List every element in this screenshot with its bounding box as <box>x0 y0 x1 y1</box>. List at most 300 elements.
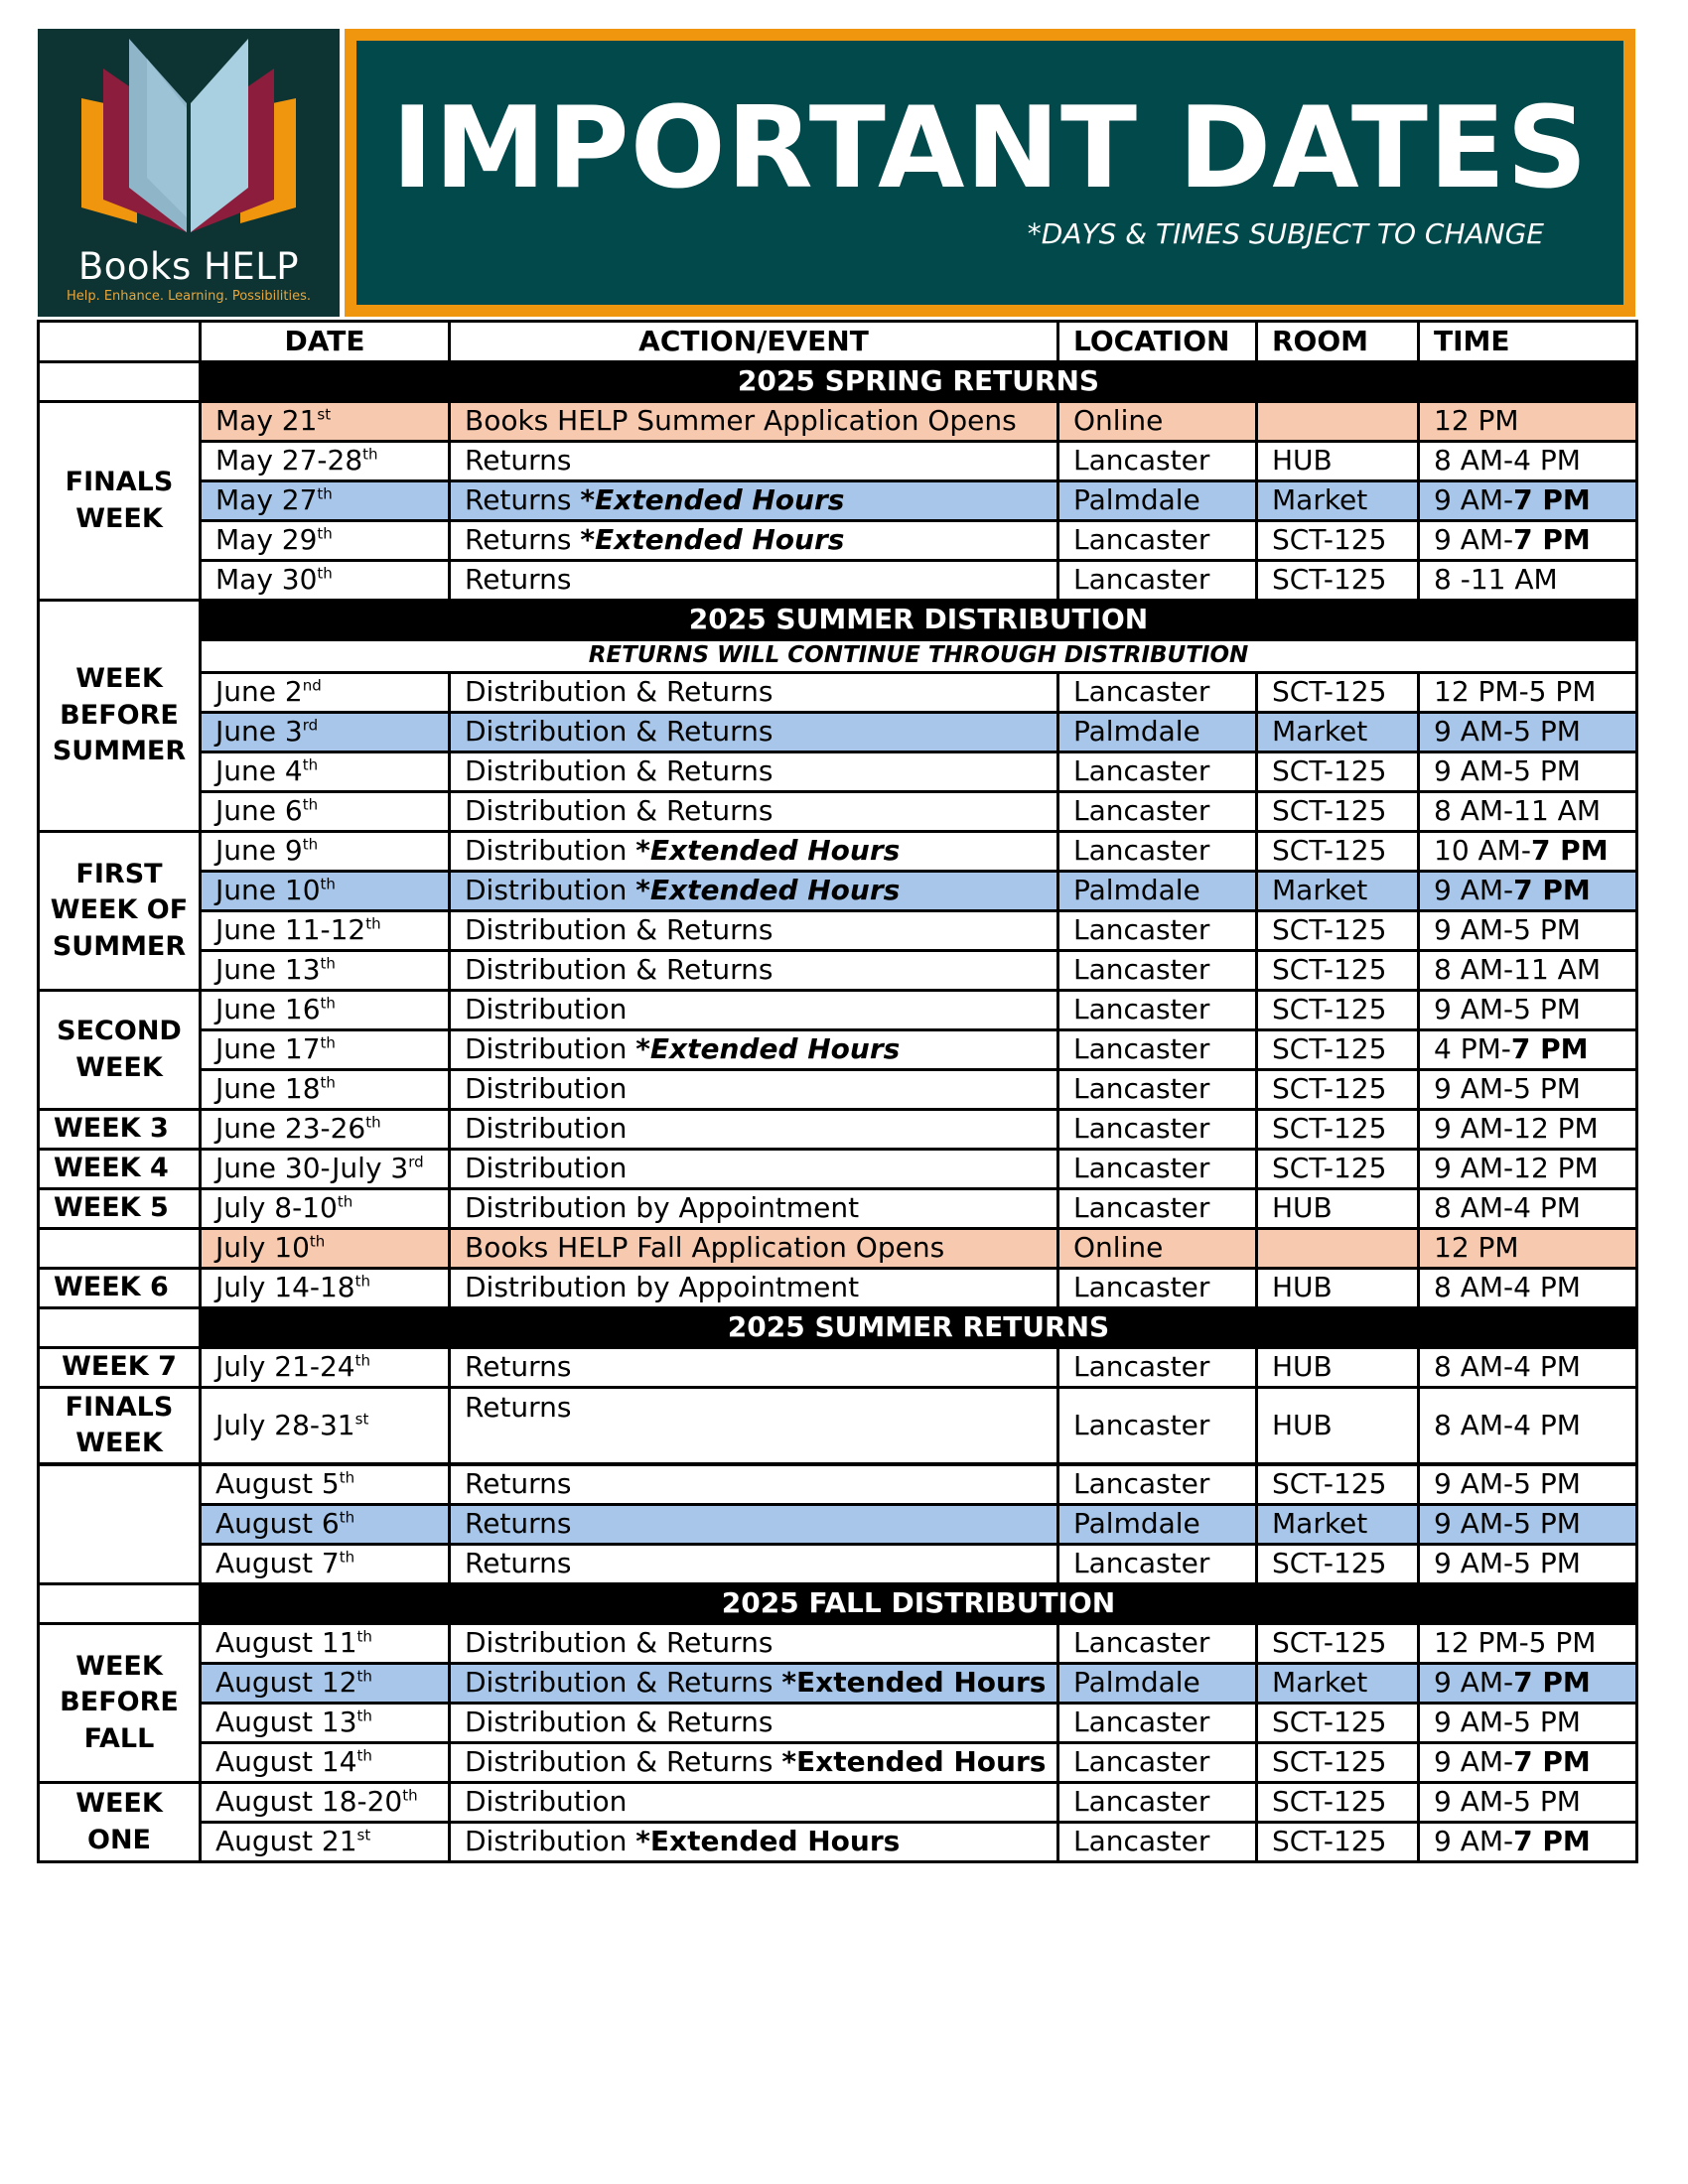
action-text: Distribution <box>465 1072 628 1106</box>
action-text: Distribution & Returns <box>465 675 774 709</box>
action-text: Distribution by Appointment <box>465 1191 860 1225</box>
location-cell: Lancaster <box>1058 1189 1257 1229</box>
date-suffix: th <box>362 445 378 464</box>
action-cell <box>450 1664 1058 1704</box>
room-cell: SCT-125 <box>1257 1150 1419 1189</box>
time-text: 9 AM-12 PM <box>1434 1112 1599 1146</box>
date-cell <box>201 1464 450 1505</box>
date-text: August 14 <box>215 1745 357 1779</box>
action-text: Distribution <box>465 1112 628 1146</box>
location-cell: Palmdale <box>1058 1664 1257 1704</box>
date-text: May 21 <box>215 404 318 438</box>
section-row <box>39 1308 1637 1348</box>
date-suffix: th <box>317 524 333 543</box>
extended-hours-note: *Extended Hours <box>781 1666 1047 1700</box>
section-summer-returns: 2025 SUMMER RETURNS <box>201 1308 1637 1348</box>
table-row <box>39 1545 1637 1584</box>
date-cell <box>201 832 450 872</box>
location-cell: Lancaster <box>1058 1823 1257 1862</box>
schedule-table <box>37 320 1638 1863</box>
action-text: Distribution <box>465 874 636 907</box>
date-cell <box>201 991 450 1030</box>
section-spring-returns: 2025 SPRING RETURNS <box>201 362 1637 402</box>
section-row <box>39 1584 1637 1624</box>
table-row <box>39 991 1637 1030</box>
date-suffix: th <box>337 1192 353 1211</box>
date-suffix: th <box>309 1232 326 1251</box>
time-bold: 7 PM <box>1513 1825 1591 1858</box>
table-row <box>39 792 1637 832</box>
week-label: FIRST WEEK OF SUMMER <box>39 832 201 991</box>
action-text: Distribution & Returns <box>465 715 774 749</box>
action-text: Returns <box>465 444 572 478</box>
time-cell <box>1419 1388 1637 1465</box>
action-cell <box>450 1269 1058 1308</box>
date-text: August 21 <box>215 1825 357 1858</box>
date-cell <box>201 1189 450 1229</box>
section-blank <box>39 1308 201 1348</box>
date-text: May 27 <box>215 483 318 517</box>
week-label: WEEK 7 <box>39 1348 201 1388</box>
action-cell <box>450 1189 1058 1229</box>
table-header-row <box>39 322 1637 362</box>
date-suffix: th <box>320 954 336 973</box>
action-cell <box>450 1110 1058 1150</box>
time-cell <box>1419 1070 1637 1110</box>
table-row <box>39 1664 1637 1704</box>
time-text: 8 AM-4 PM <box>1434 1191 1581 1225</box>
date-text: August 6 <box>215 1507 340 1541</box>
action-cell <box>450 521 1058 561</box>
time-cell <box>1419 481 1637 521</box>
date-text: July 10 <box>215 1231 310 1265</box>
room-cell: SCT-125 <box>1257 1743 1419 1783</box>
action-text: Distribution & Returns <box>465 953 774 987</box>
action-text: Distribution & Returns <box>465 754 774 788</box>
extended-hours-note: *Extended Hours <box>635 1032 901 1066</box>
date-text: July 28-31 <box>215 1408 355 1441</box>
location-cell: Lancaster <box>1058 951 1257 991</box>
date-suffix: th <box>356 1746 372 1765</box>
action-text: Returns <box>465 563 572 597</box>
table-row <box>39 1823 1637 1862</box>
table-row <box>39 911 1637 951</box>
date-cell <box>201 673 450 713</box>
date-cell <box>201 752 450 792</box>
date-suffix: th <box>302 795 319 814</box>
table-row <box>39 1388 1637 1465</box>
date-suffix: th <box>354 1272 371 1291</box>
time-cell <box>1419 951 1637 991</box>
date-suffix: th <box>302 755 319 774</box>
location-cell: Lancaster <box>1058 1110 1257 1150</box>
date-text: June 11-12 <box>215 913 366 947</box>
date-cell <box>201 1624 450 1664</box>
action-cell <box>450 402 1058 442</box>
location-cell: Lancaster <box>1058 1783 1257 1823</box>
location-cell: Palmdale <box>1058 1505 1257 1545</box>
date-text: May 30 <box>215 563 318 597</box>
week-label: WEEK ONE <box>39 1783 201 1862</box>
table-row <box>39 481 1637 521</box>
time-text: 12 PM <box>1434 1231 1519 1265</box>
date-text: June 3 <box>215 715 303 749</box>
time-cell <box>1419 713 1637 752</box>
header-blank <box>39 322 201 362</box>
action-text: Distribution <box>465 1152 628 1185</box>
date-suffix: th <box>317 484 333 503</box>
date-suffix: th <box>339 1548 355 1567</box>
section-blank <box>39 362 201 402</box>
extended-hours-note: *Extended Hours <box>580 483 845 517</box>
action-cell <box>450 832 1058 872</box>
date-cell <box>201 1664 450 1704</box>
date-suffix: th <box>365 1113 381 1132</box>
time-bold: 7 PM <box>1513 1745 1591 1779</box>
action-text: Returns <box>465 1467 572 1501</box>
action-text: Distribution & Returns <box>465 1745 782 1779</box>
action-cell <box>450 951 1058 991</box>
section-row <box>39 601 1637 640</box>
date-text: June 18 <box>215 1072 321 1106</box>
action-cell <box>450 1704 1058 1743</box>
time-cell <box>1419 1150 1637 1189</box>
location-cell: Lancaster <box>1058 1150 1257 1189</box>
week-label: SECOND WEEK <box>39 991 201 1110</box>
header-room: ROOM <box>1257 322 1419 362</box>
time-cell <box>1419 1229 1637 1269</box>
time-text: 9 AM- <box>1434 1666 1514 1700</box>
action-text: Distribution <box>465 1825 636 1858</box>
action-cell <box>450 991 1058 1030</box>
date-text: June 9 <box>215 834 303 868</box>
header-date: DATE <box>201 322 450 362</box>
time-text: 9 AM- <box>1434 874 1514 907</box>
action-cell <box>450 1030 1058 1070</box>
time-text: 4 PM- <box>1434 1032 1511 1066</box>
action-cell <box>450 713 1058 752</box>
action-cell <box>450 481 1058 521</box>
location-cell: Lancaster <box>1058 521 1257 561</box>
time-cell <box>1419 991 1637 1030</box>
location-cell: Lancaster <box>1058 1464 1257 1505</box>
extended-hours-note: *Extended Hours <box>635 1825 901 1858</box>
action-text: Distribution & Returns <box>465 913 774 947</box>
table-row <box>39 832 1637 872</box>
date-suffix: th <box>356 1667 372 1686</box>
table-row <box>39 1269 1637 1308</box>
action-cell <box>450 1388 1058 1465</box>
action-cell <box>450 1823 1058 1862</box>
time-text: 8 AM-11 AM <box>1434 794 1601 828</box>
room-cell <box>1257 402 1419 442</box>
title-banner <box>345 29 1635 317</box>
returns-note: RETURNS WILL CONTINUE THROUGH DISTRIBUTION <box>201 640 1637 673</box>
date-cell <box>201 1783 450 1823</box>
room-cell: Market <box>1257 1664 1419 1704</box>
date-cell <box>201 481 450 521</box>
date-suffix: th <box>317 564 333 583</box>
action-text: Returns <box>465 523 581 557</box>
date-cell <box>201 911 450 951</box>
room-cell: SCT-125 <box>1257 1110 1419 1150</box>
location-cell: Lancaster <box>1058 1743 1257 1783</box>
location-cell: Lancaster <box>1058 1545 1257 1584</box>
date-suffix: rd <box>408 1153 424 1171</box>
date-cell <box>201 561 450 601</box>
time-cell <box>1419 402 1637 442</box>
date-cell <box>201 442 450 481</box>
page-title: IMPORTANT DATES <box>391 82 1589 213</box>
date-cell <box>201 1704 450 1743</box>
date-text: July 8-10 <box>215 1191 338 1225</box>
location-cell: Online <box>1058 1229 1257 1269</box>
time-text: 9 AM- <box>1434 483 1514 517</box>
action-text: Books HELP Summer Application Opens <box>465 404 1017 438</box>
date-cell <box>201 1348 450 1388</box>
time-text: 9 AM-5 PM <box>1434 1072 1581 1106</box>
date-text: June 10 <box>215 874 321 907</box>
location-cell: Lancaster <box>1058 1269 1257 1308</box>
action-text: Distribution <box>465 834 636 868</box>
location-cell: Lancaster <box>1058 673 1257 713</box>
time-cell <box>1419 832 1637 872</box>
date-cell <box>201 951 450 991</box>
table-row <box>39 1110 1637 1150</box>
table-row <box>39 1783 1637 1823</box>
date-cell <box>201 1505 450 1545</box>
action-text: Distribution <box>465 1785 628 1819</box>
room-cell: SCT-125 <box>1257 1545 1419 1584</box>
header-action: ACTION/EVENT <box>450 322 1058 362</box>
date-cell <box>201 1823 450 1862</box>
table-row <box>39 951 1637 991</box>
action-cell <box>450 1229 1058 1269</box>
logo-name: Books HELP <box>77 245 300 288</box>
table-row <box>39 1704 1637 1743</box>
time-cell <box>1419 1823 1637 1862</box>
logo <box>38 29 340 317</box>
time-bold: 7 PM <box>1513 483 1591 517</box>
action-cell <box>450 872 1058 911</box>
action-text: Distribution & Returns <box>465 1666 782 1700</box>
date-suffix: th <box>354 1351 371 1370</box>
week-label: FINALS WEEK <box>39 1388 201 1465</box>
action-cell <box>450 752 1058 792</box>
time-cell <box>1419 561 1637 601</box>
time-text: 12 PM-5 PM <box>1434 675 1597 709</box>
time-cell <box>1419 1743 1637 1783</box>
time-cell <box>1419 872 1637 911</box>
date-text: August 11 <box>215 1626 357 1660</box>
room-cell: HUB <box>1257 442 1419 481</box>
time-text: 10 AM- <box>1434 834 1531 868</box>
time-text: 8 AM-11 AM <box>1434 953 1601 987</box>
time-text: 9 AM-5 PM <box>1434 1706 1581 1739</box>
table-row <box>39 1150 1637 1189</box>
date-suffix: th <box>356 1627 372 1646</box>
action-cell <box>450 561 1058 601</box>
location-cell: Lancaster <box>1058 792 1257 832</box>
date-cell <box>201 1388 450 1465</box>
location-cell: Lancaster <box>1058 1030 1257 1070</box>
time-bold: 7 PM <box>1513 874 1591 907</box>
action-text: Distribution <box>465 993 628 1026</box>
room-cell: SCT-125 <box>1257 911 1419 951</box>
time-text: 9 AM-5 PM <box>1434 1507 1581 1541</box>
action-text: Returns <box>465 1391 572 1424</box>
date-cell <box>201 1269 450 1308</box>
date-cell <box>201 1229 450 1269</box>
week-label: WEEK 5 <box>39 1189 201 1229</box>
room-cell: HUB <box>1257 1388 1419 1465</box>
date-text: August 13 <box>215 1706 357 1739</box>
time-bold: 7 PM <box>1513 523 1591 557</box>
location-cell: Lancaster <box>1058 1348 1257 1388</box>
time-cell <box>1419 792 1637 832</box>
header-location: LOCATION <box>1058 322 1257 362</box>
room-cell: SCT-125 <box>1257 991 1419 1030</box>
date-suffix: nd <box>302 676 322 695</box>
date-text: May 29 <box>215 523 318 557</box>
header-time: TIME <box>1419 322 1637 362</box>
time-cell <box>1419 1783 1637 1823</box>
location-cell: Palmdale <box>1058 713 1257 752</box>
date-cell <box>201 1070 450 1110</box>
table-row <box>39 1189 1637 1229</box>
time-cell <box>1419 1664 1637 1704</box>
action-cell <box>450 1150 1058 1189</box>
week-label: WEEK 4 <box>39 1150 201 1189</box>
location-cell: Lancaster <box>1058 1624 1257 1664</box>
room-cell: HUB <box>1257 1189 1419 1229</box>
location-cell: Palmdale <box>1058 872 1257 911</box>
date-cell <box>201 1030 450 1070</box>
date-text: August 7 <box>215 1547 340 1580</box>
room-cell: SCT-125 <box>1257 521 1419 561</box>
time-text: 9 AM-5 PM <box>1434 993 1581 1026</box>
time-text: 9 AM-5 PM <box>1434 1785 1581 1819</box>
week-label: WEEK BEFORE FALL <box>39 1624 201 1783</box>
date-text: June 6 <box>215 794 303 828</box>
room-cell: SCT-125 <box>1257 1030 1419 1070</box>
week-label <box>39 1464 201 1584</box>
time-cell <box>1419 1704 1637 1743</box>
room-cell: SCT-125 <box>1257 1464 1419 1505</box>
extended-hours-note: *Extended Hours <box>781 1745 1047 1779</box>
date-suffix: th <box>365 914 381 933</box>
location-cell: Lancaster <box>1058 991 1257 1030</box>
date-text: June 2 <box>215 675 303 709</box>
location-cell: Lancaster <box>1058 832 1257 872</box>
date-cell <box>201 1110 450 1150</box>
date-suffix: st <box>356 1826 371 1844</box>
action-text: Books HELP Fall Application Opens <box>465 1231 945 1265</box>
action-text: Distribution & Returns <box>465 1626 774 1660</box>
room-cell: SCT-125 <box>1257 673 1419 713</box>
section-row <box>39 362 1637 402</box>
table-row <box>39 1743 1637 1783</box>
location-cell: Lancaster <box>1058 752 1257 792</box>
time-text: 9 AM- <box>1434 1825 1514 1858</box>
week-label <box>39 1229 201 1269</box>
time-text: 9 AM-5 PM <box>1434 1547 1581 1580</box>
week-label: FINALS WEEK <box>39 402 201 601</box>
date-suffix: th <box>302 835 319 854</box>
table-row <box>39 1505 1637 1545</box>
location-cell: Online <box>1058 402 1257 442</box>
time-cell <box>1419 752 1637 792</box>
action-text: Distribution & Returns <box>465 794 774 828</box>
date-text: August 18-20 <box>215 1785 403 1819</box>
action-cell <box>450 1348 1058 1388</box>
date-cell <box>201 872 450 911</box>
table-row <box>39 1030 1637 1070</box>
date-suffix: th <box>320 875 336 893</box>
time-text: 8 AM-4 PM <box>1434 1408 1581 1441</box>
room-cell: Market <box>1257 481 1419 521</box>
date-cell <box>201 792 450 832</box>
section-blank <box>39 1584 201 1624</box>
time-cell <box>1419 1189 1637 1229</box>
date-cell <box>201 402 450 442</box>
time-text: 8 AM-4 PM <box>1434 1350 1581 1384</box>
room-cell: Market <box>1257 872 1419 911</box>
page-subtitle: *DAYS & TIMES SUBJECT TO CHANGE <box>1027 217 1544 250</box>
action-cell <box>450 1505 1058 1545</box>
time-cell <box>1419 521 1637 561</box>
time-cell <box>1419 1030 1637 1070</box>
date-suffix: st <box>354 1410 369 1429</box>
room-cell: SCT-125 <box>1257 792 1419 832</box>
action-cell <box>450 792 1058 832</box>
date-suffix: th <box>320 1033 336 1052</box>
location-cell: Lancaster <box>1058 1388 1257 1465</box>
table-row <box>39 713 1637 752</box>
table-row <box>39 521 1637 561</box>
week-label: WEEK 3 <box>39 1110 201 1150</box>
room-cell: HUB <box>1257 1269 1419 1308</box>
date-text: August 5 <box>215 1467 340 1501</box>
time-cell <box>1419 1269 1637 1308</box>
action-text: Returns <box>465 483 581 517</box>
time-text: 12 PM-5 PM <box>1434 1626 1597 1660</box>
date-text: July 14-18 <box>215 1271 355 1304</box>
time-text: 9 AM-5 PM <box>1434 913 1581 947</box>
action-text: Returns <box>465 1350 572 1384</box>
date-cell <box>201 1150 450 1189</box>
action-cell <box>450 1545 1058 1584</box>
extended-hours-note: *Extended Hours <box>635 874 901 907</box>
week-label: WEEK 6 <box>39 1269 201 1308</box>
date-suffix: th <box>356 1706 372 1725</box>
extended-hours-note: *Extended Hours <box>580 523 845 557</box>
date-text: June 4 <box>215 754 303 788</box>
time-text: 12 PM <box>1434 404 1519 438</box>
time-text: 9 AM-5 PM <box>1434 1467 1581 1501</box>
action-cell <box>450 1624 1058 1664</box>
time-text: 8 -11 AM <box>1434 563 1558 597</box>
table-row <box>39 1070 1637 1110</box>
date-text: May 27-28 <box>215 444 363 478</box>
time-cell <box>1419 1545 1637 1584</box>
room-cell: SCT-125 <box>1257 1070 1419 1110</box>
week-label: WEEK BEFORE SUMMER <box>39 601 201 832</box>
table-row <box>39 561 1637 601</box>
date-suffix: rd <box>302 716 319 735</box>
time-cell <box>1419 442 1637 481</box>
extended-hours-note: *Extended Hours <box>635 834 901 868</box>
